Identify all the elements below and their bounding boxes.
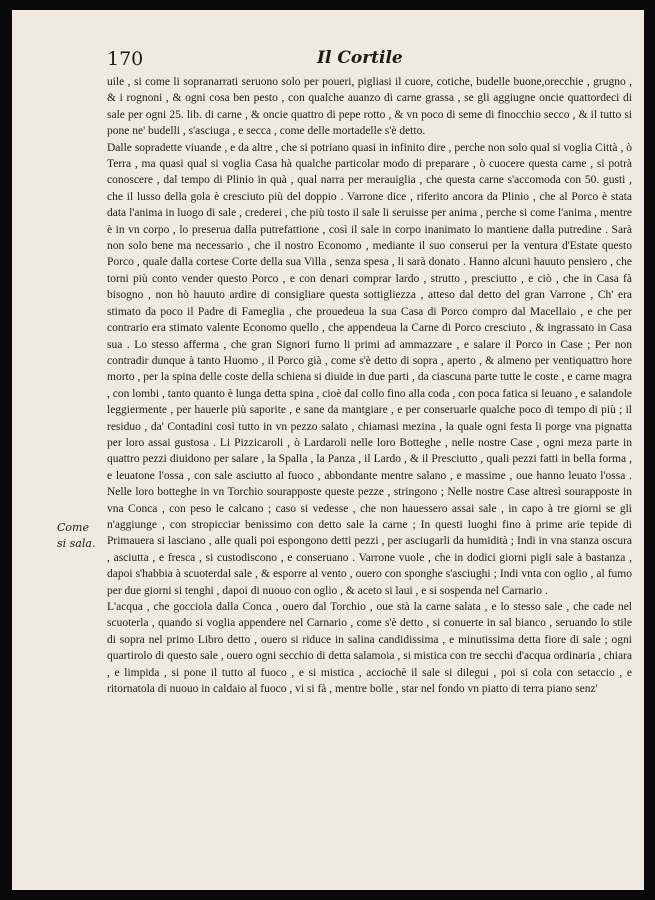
running-head [107,48,627,74]
page-number: 170 [107,48,144,70]
paragraph: L'acqua , che gocciola dalla Conca , ouero dal Torchio , oue stà la carne salata , e lo stesso sale , che cade nel scuoterla , quando si voglia appendere nel Carnario , come s'è detto , si conuerte in sal bianco , seruando lo stile di sopra nel primo Libro detto , ouero si riduce in salina candidissima , e minutissima detta fiore di sale ; ogni quartirolo di questo sale , ouero ogni secchio di detta salamoia , si mistica con tre secchi d'acqua ordinaria , chiara , e limpida , si pone il tutto al fuoco , e si mistica , acciochè il sale si dilegui , poi si cola con setaccio , e ritornatola di nuouo in caldaio al fuoco , vi si fà , mentre bolle , star nel fondo vn piatto di terra piano senz' [107,601,632,696]
paragraph: uile , si come li sopranarrati seruono solo per poueri, pigliasi il cuore, cotiche, budelle buone,orecchie , grugno , & i rognoni , & ogni cosa ben pesto , con qualche auanzo di carne grassa , se gli aggiugne oncie quattordeci di sale per ogni 25. lib. di carne , & oncie quattro di pepe rotto , & vn poco di seme di finocchio secco , & il tutto si pone ne' budelli , s'asciuga , e secca , come delle mortadelle s'è detto. [107,76,632,138]
body-text [107,74,632,697]
paragraph: Dalle sopradette viuande , e da altre , che si potriano quasi in infinito dire , perche non solo qual si voglia Città , ò Terra , ma quasi qual si voglia Casa hà qualche particolar modo di preparare , ò cuocere questa carne , si potrà conoscere , dal tempo di Plinio in quà , qual narra per merauiglia , che questa carne s'accomoda con 50. gusti , che il lusso della gola è cresciuto più del doppio . Varrone dice , riferito ancora da Plinio , che al Porco è stata data l'anima in luogo di sale , crederei , che più tosto il sale li seruisse per anima , perche si come l'anima , mentre è in vn corpo , lo preserua dalla putrefattione , così il sale in corpo inanimato lo mantiene dalla putredine . Sarà non solo bene ma necessario , che il nostro Economo , mediante il suo conserui per la ventura d'Estate questo Porco , quale dalla cortese Corte della sua Villa , senza spesa , li sarà donato . Hanno alcuni hauuto pensiero , che torni più conto vender questo Porco , e con denari comprar lardo , strutto , presciutto , e ciò , che in Casa fà bisogno , non hò hauuto ardire di consigliare questa sottigliezza , atteso dal detto del gran Varrone , Ch' era stimato da poco il Padre di Fameglia , che prouedeua la sua Casa di Porco compro dal Macellaio , e che per contrario era stimato valente Economo quello , che appendeua la Carne di Porco cresciuto , & ingrassato in Casa sua . Lo stesso afferma , che gran Signori furno li primi ad ammazzare , e salare il Porco in Case ; Per non contradir dunque à tanto Huomo , il Porco già , come s'è detto di sopra , aperto , & almeno per ventiquattro hore morto , per la spina delle coste della schiena si diuide in due parti , da ciascuna parte tutte le coste , e carne magra , con lombi , tanto quanto è lunga detta spina , cioè dal collo fino alla coda , con poca fatica si leuano , e salandole leggiermente , per hauerle più saporite , e sane da mantgiare , e per conseruarle qualche poco di tempo di più ; il residuo , da' Contadini così tutto in vn pezzo salato , chiamasi mezina , la quale ogni festa li porge vna pignatta per loro assai gustosa . Li Pizzicaroli , ò Lardaroli nelle loro Botteghe , nelle nostre Case , ogni meza parte in quattro pezzi diuidono per salare , la Spalla , la Panza , il Lardo , & il Presciutto , quali pezzi fatti in bella forma , e leuatone l'ossa , con sale asciutto al fuoco , abbondante mentre salano , e massime , oue hanno leuato l'ossa . Nelle loro botteghe in vn Torchio sourapposte queste pezze , stringono ; Nelle nostre Case altresì sourapposte in vna Conca , con peso le calcano ; caso si vedesse , che non hauessero assai sale , in capo à tre giorni se gli n'aggiunge , con stropicciar benissimo con detto sale la carne ; In questi luoghi fino à prime arie tepide di Primauera si lasciano , alle quali poi espongono detti pezzi , per asciugarli da humidità ; Indi in vna stanza oscura , asciutta , e fresca , si custodiscono , e conseruano . Varrone vuole , che in dodici giorni pigli sale à bastanza , dapoi s'habbia à scuoterdal sale , & esporre al vento , ouero con sponghe s'asciughi ; Indi vnta con oglio , al fumo per due giorni si tenghi , dapoi di nuouo con oglio , & aceto si laui , e si sospenda nel Carnario . [107,141,632,597]
running-title: Il Cortile [317,48,403,68]
book-page [12,10,644,890]
marginal-note: Come si sala. [57,521,96,550]
